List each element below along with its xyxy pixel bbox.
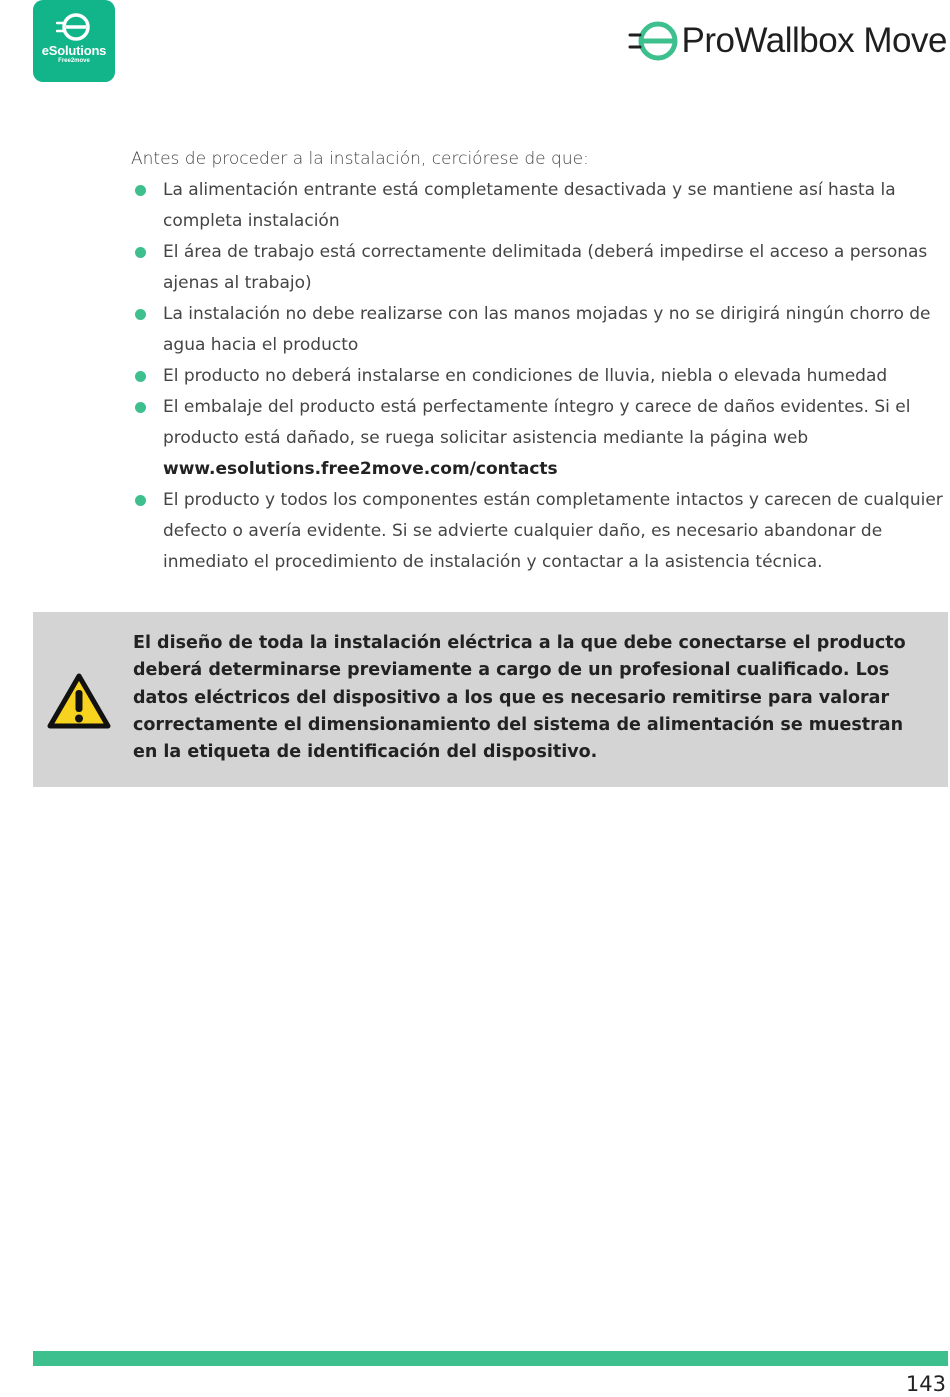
brand-name: eSolutions <box>41 43 107 58</box>
list-item: La alimentación entrante está completamente desactivada y se mantiene así hasta la completa instalación <box>131 175 946 237</box>
bullet-icon <box>135 402 146 413</box>
bullet-icon <box>135 309 146 320</box>
page-number: 143 <box>905 1372 946 1396</box>
checklist <box>131 175 946 578</box>
brand-sub: Free2move <box>58 58 90 64</box>
list-item: El área de trabajo está correctamente delimitada (deberá impedirse el acceso a personas ajenas al trabajo) <box>131 237 946 299</box>
main-content <box>131 144 946 578</box>
warning-triangle-icon <box>46 672 112 730</box>
footer-bar <box>33 1351 948 1366</box>
intro-text: Antes de proceder a la instalación, cerciórese de que: <box>131 149 589 169</box>
bullet-icon <box>135 495 146 506</box>
bullet-icon <box>135 371 146 382</box>
product-logo <box>628 16 947 66</box>
list-item: El producto no deberá instalarse en condiciones de lluvia, niebla o elevada humedad <box>131 361 946 392</box>
list-item: El producto y todos los componentes están completamente intactos y carecen de cualquier defecto o avería evidente. Si se advierte cualquier daño, es necesario abandonar de inmediato el procedimiento de instalación y contactar a la asistencia técnica. <box>131 485 946 578</box>
bullet-icon <box>135 185 146 196</box>
list-item: La instalación no debe realizarse con las manos mojadas y no se dirigirá ningún chorro de agua hacia el producto <box>131 299 946 361</box>
e-plug-icon <box>56 12 92 42</box>
warning-box <box>33 612 948 787</box>
warning-text: El diseño de toda la instalación eléctrica a la que debe conectarse el producto deberá determinarse previamente a cargo de un profesional cualificado. Los datos eléctricos del dispositivo a los que es necesario remitirse para valorar correctamente el dimensionamiento del sistema de alimentación se muestran en la etiqueta de identificación del dispositivo. <box>133 633 906 763</box>
bullet-icon <box>135 247 146 258</box>
list-item: El embalaje del producto está perfectamente íntegro y carece de daños evidentes. Si el producto está dañado, se ruega solicitar asistencia mediante la página web www.esolutions.free2move.com/contacts <box>131 392 946 485</box>
e-plug-icon <box>628 18 680 64</box>
esolutions-logo <box>33 0 115 82</box>
contacts-link[interactable]: www.esolutions.free2move.com/contacts <box>163 459 558 479</box>
product-name: ProWallbox Move <box>681 21 947 60</box>
